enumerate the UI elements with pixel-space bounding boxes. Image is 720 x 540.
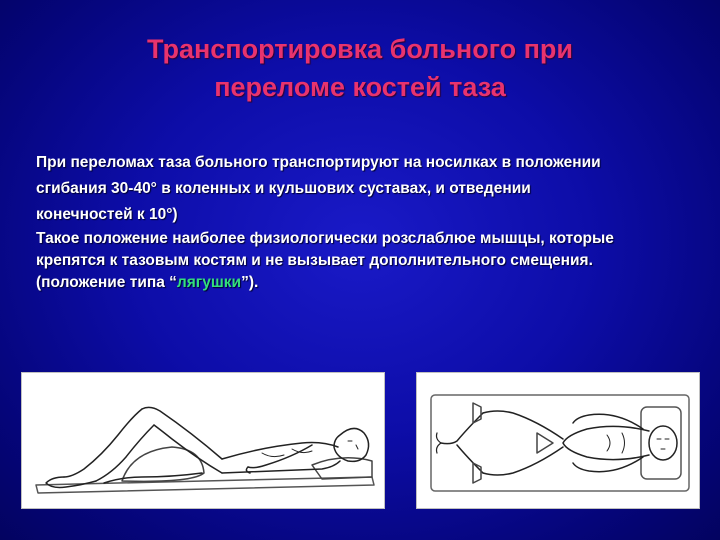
side-view-illustration xyxy=(21,372,385,509)
paragraph-2-line-3 xyxy=(36,272,716,294)
frog-highlight: лягушки xyxy=(176,274,242,291)
title-line-1: Транспортировка больного при xyxy=(146,34,573,64)
paragraph-2-line-1: Такое положение наиболее физиологически розслаблюе мышцы, которые xyxy=(36,230,614,247)
paragraph-2 xyxy=(36,228,716,294)
slide-body xyxy=(36,150,716,294)
paragraph-2-line-2: крепятся к тазовым костям и не вызывает дополнительного смещения. xyxy=(36,252,593,269)
paragraph-1-line-1: При переломах таза больного транспортируют на носилках в положении xyxy=(36,154,601,171)
top-view-illustration xyxy=(416,372,700,509)
paragraph-2-suffix: ”). xyxy=(241,274,259,291)
side-view-drawing xyxy=(22,373,384,508)
paragraph-1 xyxy=(36,150,716,228)
paragraph-2-prefix: (положение типа “ xyxy=(36,274,177,291)
slide-title xyxy=(0,30,720,106)
title-line-2: переломе костей таза xyxy=(214,72,506,102)
paragraph-1-line-2: сгибания 30-40° в коленных и кульшових суставах, и отведении xyxy=(36,180,531,197)
paragraph-1-line-3: конечностей к 10°) xyxy=(36,206,178,223)
top-view-drawing xyxy=(417,373,699,508)
